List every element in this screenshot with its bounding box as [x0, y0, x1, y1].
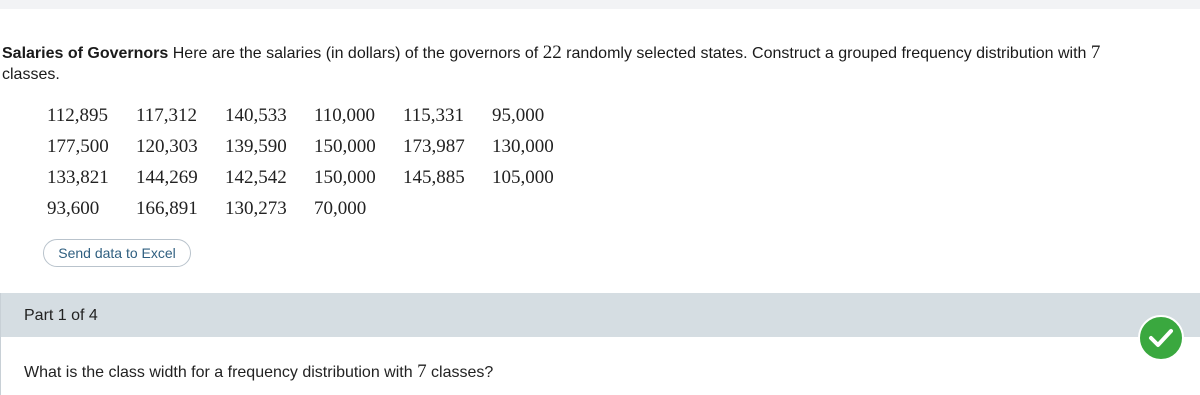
part-header[interactable]	[1, 293, 1200, 337]
salary-value: 133,821	[47, 167, 109, 188]
question-after: classes?	[426, 364, 494, 381]
salary-value: 142,542	[225, 167, 287, 188]
problem-text-before: Here are the salaries (in dollars) of the governors of	[168, 45, 543, 62]
salary-value: 115,331	[403, 105, 465, 126]
salary-value: 130,000	[492, 136, 554, 157]
empty-cell	[403, 196, 492, 227]
salary-data-table	[47, 103, 581, 227]
problem-text-after: classes.	[2, 66, 60, 83]
salary-value: 110,000	[314, 105, 376, 126]
problem-text-middle: randomly selected states. Construct a grouped frequency distribution with	[561, 45, 1091, 62]
salary-value: 144,269	[136, 167, 198, 188]
top-strip	[0, 0, 1200, 9]
salary-value: 140,533	[225, 105, 287, 126]
salary-value: 150,000	[314, 167, 376, 188]
send-data-to-excel-button[interactable]: Send data to Excel	[43, 239, 191, 267]
salary-value: 95,000	[492, 105, 545, 126]
part-panel	[0, 293, 1200, 395]
problem-title: Salaries of Governors	[2, 45, 169, 62]
question-classes-count: 7	[417, 361, 427, 382]
salary-value: 177,500	[47, 136, 109, 157]
salary-value: 139,590	[225, 136, 287, 157]
states-count: 22	[542, 42, 562, 63]
salary-value: 70,000	[314, 198, 367, 219]
question-text	[24, 361, 493, 383]
salary-value: 130,273	[225, 198, 287, 219]
part-label: Part 1 of 4	[24, 307, 98, 324]
classes-count: 7	[1090, 42, 1101, 63]
salary-value: 150,000	[314, 136, 376, 157]
question-before: What is the class width for a frequency distribution with	[24, 364, 418, 381]
salary-value: 105,000	[492, 167, 554, 188]
checkmark-icon	[1138, 315, 1184, 361]
salary-value: 173,987	[403, 136, 465, 157]
salary-value: 112,895	[47, 105, 109, 126]
salary-value: 145,885	[403, 167, 465, 188]
salary-value: 120,303	[136, 136, 198, 157]
empty-cell	[492, 196, 581, 227]
salary-value: 117,312	[136, 105, 198, 126]
salary-value: 166,891	[136, 198, 198, 219]
problem-statement	[2, 42, 1192, 85]
salary-value: 93,600	[47, 198, 100, 219]
